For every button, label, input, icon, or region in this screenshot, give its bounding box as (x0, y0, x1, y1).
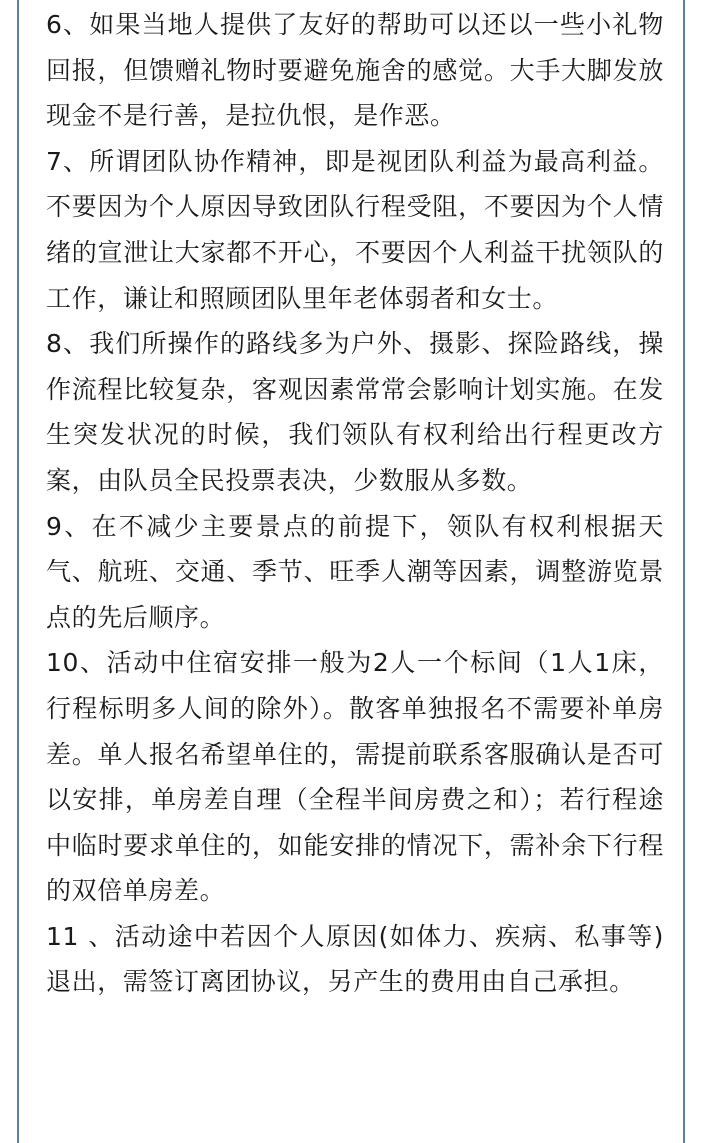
rule-paragraph-8: 8、我们所操作的路线多为户外、摄影、探险路线，操作流程比较复杂，客观因素常常会影响计划实施。在发生突发状况的时候，我们领队有权利给出行程更改方案，由队员全民投票表决，少数服从多数。 (46, 329, 664, 495)
rules-content (46, 2, 664, 1005)
rule-paragraph-7: 7、所谓团队协作精神，即是视团队利益为最高利益。不要因为个人原因导致团队行程受阻，不要因为个人情绪的宣泄让大家都不开心，不要因个人利益干扰领队的工作，谦让和照顾团队里年老体弱者和女士。 (46, 146, 664, 313)
rule-paragraph-6: 6、如果当地人提供了友好的帮助可以还以一些小礼物回报，但馈赠礼物时要避免施舍的感觉。大手大脚发放现金不是行善，是拉仇恨，是作恶。 (46, 10, 664, 131)
right-border-line (683, 0, 685, 1143)
rule-paragraph-9: 9、在不减少主要景点的前提下，领队有权利根据天气、航班、交通、季节、旺季人潮等因素，调整游览景点的先后顺序。 (46, 511, 664, 632)
rule-paragraph-11: 11 、活动途中若因个人原因(如体力、疾病、私事等)退出，需签订离团协议，另产生的费用由自己承担。 (46, 921, 664, 997)
left-border-line (17, 0, 19, 1143)
rule-paragraph-10: 10、活动中住宿安排一般为2人一个标间（1人1床，行程标明多人间的除外）。散客单独报名不需要补单房差。单人报名希望单住的，需提前联系客服确认是否可以安排，单房差自理（全程半间房费之和）；若行程途中临时要求单住的，如能安排的情况下，需补余下行程的双倍单房差。 (46, 648, 664, 906)
